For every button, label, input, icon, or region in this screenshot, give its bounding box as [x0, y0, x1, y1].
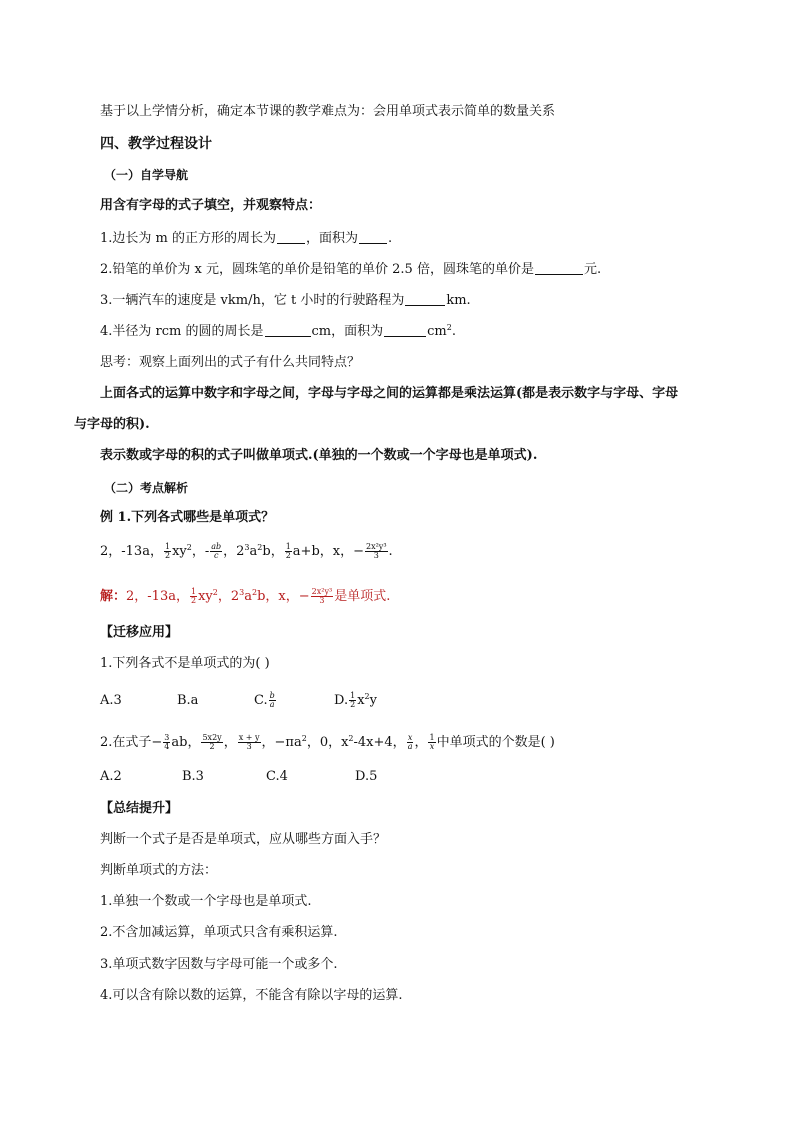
apply-question-1: 1.下列各式不是单项式的为( ) — [100, 656, 270, 671]
fraction: $\frac{1}{2}$ — [164, 542, 171, 560]
fraction: $\frac{ab}{c}$ — [211, 542, 222, 560]
answer-blank — [535, 262, 583, 275]
option-c: C.4 — [266, 769, 288, 784]
example-1-solution: 解：2，-13a， $\frac{1}{2}$ $xy^2$，$2^3a^2b$，x，− $\frac{\text{2x²y³}}{3}$ 是单项式. — [100, 587, 391, 605]
option-b: B.a — [177, 693, 199, 708]
option-c: C. $\frac{b}{a}$ — [254, 691, 275, 709]
answer-blank — [265, 324, 311, 337]
fraction: $\frac{3}{4}$ — [164, 733, 170, 751]
method-item-3: 3.单项式数字因数与字母可能一个或多个. — [100, 957, 338, 972]
fraction: $\frac{1}{2}$ — [190, 587, 197, 605]
question-4: 4.半径为 rcm 的圆的周长是 cm，面积为 $cm^2$. — [100, 323, 456, 339]
option-a: A.3 — [100, 693, 122, 708]
fraction: $\frac{x}{a}$ — [407, 733, 413, 751]
conclusion-line-1: 上面各式的运算中数字和字母之间，字母与字母之间的运算都是乘法运算(都是表示数字与字母、字母 — [100, 386, 679, 401]
question-3: 3.一辆汽车的速度是 vkm/h，它 t 小时的行驶路程为 km. — [100, 293, 471, 308]
option-d: D.5 — [355, 769, 378, 784]
thinking-prompt: 思考：观察上面列出的式子有什么共同特点？ — [100, 355, 361, 370]
fraction: $\frac{5x2y}{2}$ — [202, 733, 222, 751]
option-a: A.2 — [100, 769, 122, 784]
fraction: $\frac{b}{a}$ — [269, 691, 275, 709]
method-item-2: 2.不含加减运算，单项式只含有乘积运算. — [100, 925, 338, 940]
method-item-1: 1.单独一个数或一个字母也是单项式. — [100, 894, 312, 909]
option-b: B.3 — [182, 769, 204, 784]
option-d: D. $\frac{1}{2}$ $x^2y$ — [334, 691, 377, 709]
question-2: 2.铅笔的单价为 x 元，圆珠笔的单价是铅笔的单价 2.5 倍，圆珠笔的单价是 元. — [100, 262, 602, 277]
example-1-title: 例 1.下列各式哪些是单项式？ — [100, 510, 275, 525]
fraction: $\frac{x + y}{3}$ — [238, 733, 260, 751]
summary-question: 判断一个式子是否是单项式，应从哪些方面入手？ — [100, 832, 387, 847]
summary-heading: 【总结提升】 — [100, 801, 179, 816]
conclusion-line-2: 与字母的积). — [74, 417, 150, 432]
example-1-expressions: 2，-13a， $\frac{1}{2}$ $xy^2$，- $\frac{ab}{c}$ ，$2^3a^2b$， $\frac{1}{2}$ a+b，x，− $\frac{\text{2x²y³}}{3}$ . — [100, 542, 393, 560]
subsection-analysis: （二）考点解析 — [104, 481, 189, 495]
apply-question-2-options — [100, 769, 377, 785]
monomial-definition: 表示数或字母的积的式子叫做单项式.(单独的一个数或一个字母也是单项式). — [100, 448, 538, 463]
fraction: $\frac{1}{2}$ — [350, 691, 356, 709]
answer-blank — [359, 231, 387, 244]
method-item-4: 4.可以含有除以数的运算，不能含有除以字母的运算. — [100, 988, 403, 1003]
apply-question-2: 2.在式子− $\frac{3}{4}$ ab， $\frac{5x2y}{2}$ ， $\frac{x + y}{3}$ ，$-\pi a^2$，0，$x^2-4x+4$， $\frac{x}{a}$ ， $\frac{1}{x}$ 中单项式的个数是( ) — [100, 733, 555, 751]
apply-question-1-options — [100, 692, 377, 709]
difficulty-statement: 基于以上学情分析，确定本节课的教学难点为：会用单项式表示简单的数量关系 — [100, 104, 556, 119]
fraction: $\frac{\text{2x²y³}}{3}$ — [311, 587, 333, 605]
fraction: $\frac{1}{2}$ — [285, 542, 291, 560]
fill-in-instructions: 用含有字母的式子填空，并观察特点： — [100, 198, 322, 213]
method-title: 判断单项式的方法： — [100, 863, 218, 878]
subsection-self-study: （一）自学导航 — [104, 168, 189, 182]
apply-heading: 【迁移应用】 — [100, 625, 179, 640]
question-1: 1.边长为 m 的正方形的周长为 ，面积为 . — [100, 231, 393, 246]
fraction: $\frac{\text{2x²y³}}{3}$ — [366, 542, 387, 560]
answer-blank — [277, 231, 305, 244]
fraction: $\frac{1}{x}$ — [429, 733, 435, 751]
answer-blank — [405, 293, 445, 306]
section-heading-4: 四、教学过程设计 — [100, 136, 212, 152]
answer-blank — [384, 324, 426, 337]
